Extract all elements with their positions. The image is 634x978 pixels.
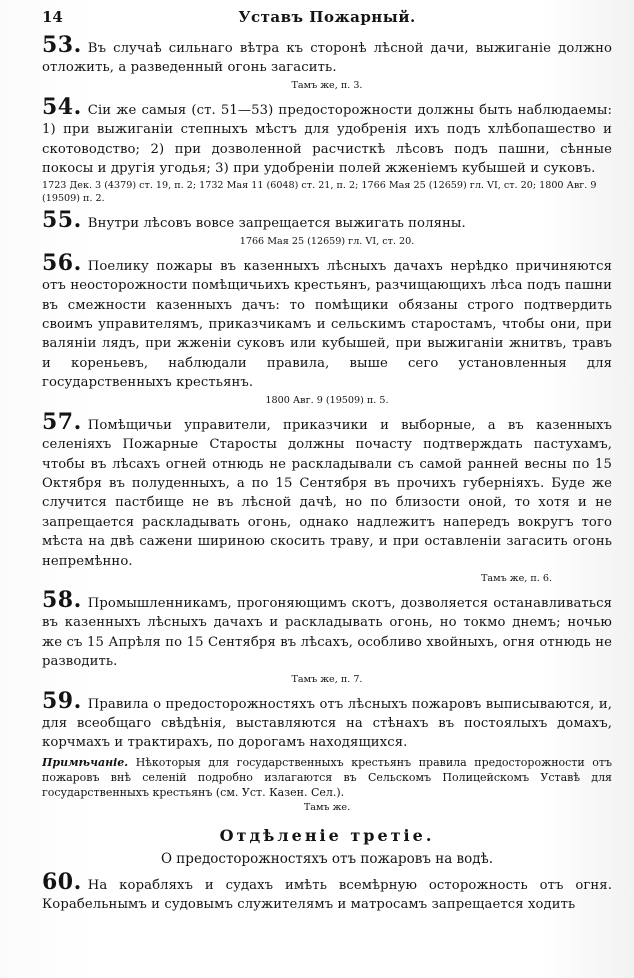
article-number: 57.	[42, 408, 82, 435]
article-59	[42, 687, 612, 753]
article-note	[42, 755, 612, 800]
article-text: Сіи же самыя (ст. 51—53) предосторожности должны быть наблюдаемы: 1) при выжиганіи степныхъ мѣстъ для удобренія ихъ подъ хлѣбопашество и скотоводство; 2) при дозволенной расчисткѣ лѣсовъ подъ пашни, сѣнные покосы и другія угодья; 3) при удобреніи полей жженіемъ кубышей и суковъ.	[42, 102, 612, 177]
article-source: Тамъ же.	[303, 801, 351, 813]
article-57	[42, 408, 612, 571]
note-text: Нѣкоторыя для государственныхъ крестьянъ правила предосторожности отъ пожаровъ внѣ селеній подробно излагаются въ Сельскомъ Полицейскомъ Уставѣ для государственныхъ крестьянъ (см. Уст. Казен. Сел.).	[42, 755, 612, 799]
article-text: Помѣщичьи управители, приказчики и выборные, а въ казенныхъ селеніяхъ Пожарные Старосты должны почасту подтверждать пастухамъ, чтобы въ лѣсахъ огней отнюдь не раскладывали съ самой ранней весны по 15 Октября въ полуденныхъ, а по 15 Сентября въ прочихъ губерніяхъ. Буде же случится пастбище не въ лѣсной дачѣ, но по близости оной, то хотя и не запрещается раскладывать огонь, однако надлежитъ напередъ вокругъ того мѣста на двѣ сажени шириною скосить траву, и при оставленіи загасить огонь непремѣнно.	[42, 417, 612, 569]
article-number: 58.	[42, 586, 82, 613]
article-55	[42, 207, 612, 234]
article-number: 54.	[42, 93, 82, 120]
section-title: Отдѣленіе третіе.	[219, 825, 435, 845]
article-source: 1723 Дек. 3 (4379) ст. 19, п. 2; 1732 Мая 11 (6048) ст. 21, п. 2; 1766 Мая 25 (12659) гл. VI, ст. 20; 1800 Авг. 9 (19509) п. 2.	[42, 180, 597, 205]
article-text: Внутри лѣсовъ вовсе запрещается выжигать поляны.	[87, 216, 466, 232]
article-text: На корабляхъ и судахъ имѣть всемѣрную осторожность отъ огня. Корабельнымъ и судовымъ служителямъ и матросамъ запрещается ходить	[42, 877, 612, 913]
article-number: 60.	[42, 868, 82, 895]
article-number: 59.	[42, 687, 82, 714]
article-58	[42, 586, 612, 672]
article-text: Правила о предосторожностяхъ отъ лѣсныхъ пожаровъ выписываются, и, для всеобщаго свѣдѣнія, выставляются на стѣнахъ въ постоялыхъ домахъ, корчмахъ и трактирахъ, по дорогамъ находящихся.	[42, 696, 612, 751]
article-number: 55.	[42, 207, 82, 234]
page-number: 14	[42, 8, 63, 26]
article-54	[42, 93, 612, 179]
article-source: Тамъ же, п. 3.	[291, 79, 363, 91]
article-60	[42, 868, 612, 915]
article-text: Промышленникамъ, прогоняющимъ скотъ, дозволяется останавливаться въ казенныхъ лѣсныхъ дачахъ и раскладывать огонь, но токмо днемъ; ночью же съ 15 Апрѣля по 15 Сентября въ лѣсахъ, особливо хвойныхъ, огня отнюдь не разводить.	[42, 595, 612, 670]
article-source: Тамъ же, п. 6.	[481, 572, 552, 584]
article-56	[42, 249, 612, 393]
article-source: 1800 Авг. 9 (19509) п. 5.	[265, 394, 389, 406]
running-title: Уставъ Пожарный.	[238, 8, 416, 26]
article-text: Поелику пожары въ казенныхъ лѣсныхъ дачахъ нерѣдко причиняются отъ неосторожности помѣщичьихъ крестьянъ, разчищающихъ лѣса подъ пашни въ смежности казенныхъ дачъ: то помѣщики обязаны строго подтвердить своимъ управителямъ, приказчикамъ и сельскимъ старостамъ, чтобы они, при валяніи лядъ, при жженіи суковъ или кубышей, при выжиганіи жнитвъ, травъ и кореньевъ, наблюдали правила, выше сего установленныя для государственныхъ крестьянъ.	[42, 258, 612, 391]
article-53	[42, 32, 612, 78]
article-number: 56.	[42, 249, 82, 276]
note-label: Примѣчаніе.	[42, 755, 129, 769]
page-header	[42, 8, 612, 36]
article-text: Въ случаѣ сильнаго вѣтра къ сторонѣ лѣсной дачи, выжиганіе должно отложить, а разведенный огонь загасить.	[42, 41, 612, 76]
section-subtitle: О предосторожностяхъ отъ пожаровъ на водѣ.	[160, 850, 494, 867]
article-number: 53.	[42, 32, 82, 58]
article-source: Тамъ же, п. 7.	[291, 673, 363, 685]
article-source: 1766 Мая 25 (12659) гл. VI, ст. 20.	[239, 235, 415, 247]
